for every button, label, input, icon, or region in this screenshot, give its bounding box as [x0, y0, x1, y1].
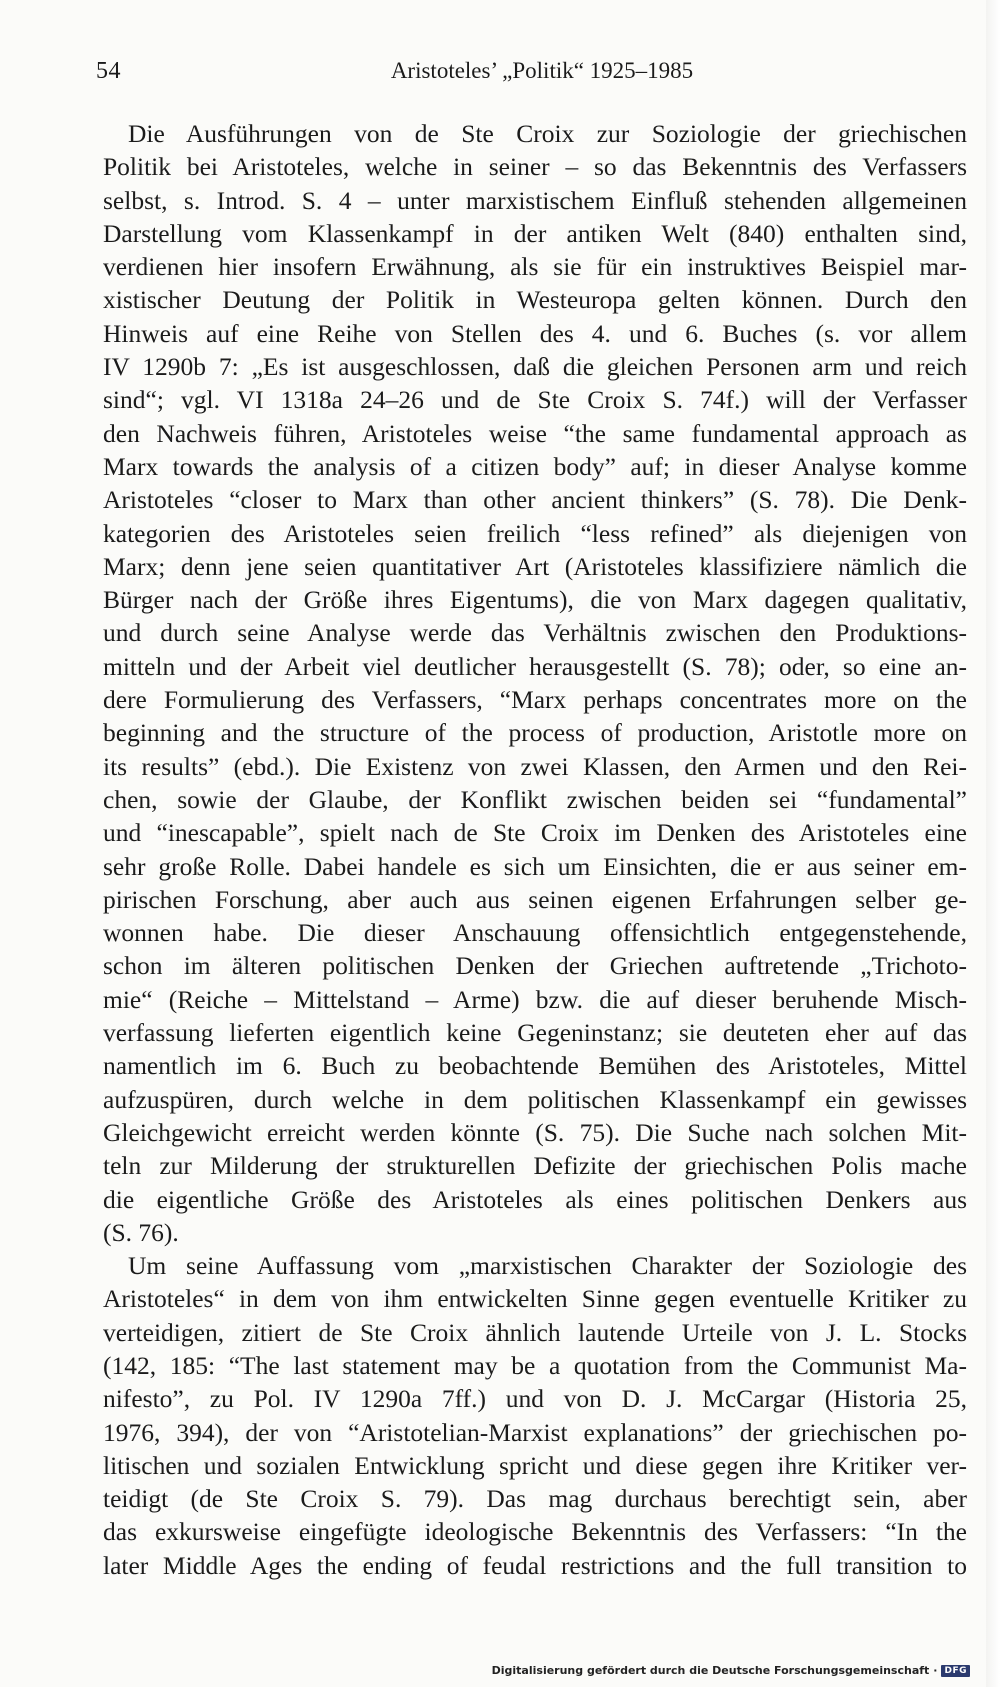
digitization-footer: Digitalisierung gefördert durch die Deutsche Forschungsgemeinschaft · DFG [492, 1664, 970, 1677]
text-line: den Nachweis führen, Aristoteles weise “the same fundamental approach as [103, 418, 967, 448]
text-line: und durch seine Analyse werde das Verhältnis zwischen den Produktions- [103, 618, 967, 648]
text-line: chen, sowie der Glaube, der Konflikt zwischen beiden sei “fundamental” [103, 784, 967, 814]
text-line: nifesto”, zu Pol. IV 1290a 7ff.) und von D. J. McCargar (Historia 25, [103, 1384, 967, 1414]
dfg-logo-icon: DFG [941, 1665, 970, 1677]
text-line: die eigentliche Größe des Aristoteles als eines politischen Denkers aus [103, 1184, 967, 1214]
text-line: teidigt (de Ste Croix S. 79). Das mag durchaus berechtigt sein, aber [103, 1484, 967, 1514]
text-line: Bürger nach der Größe ihres Eigentums), die von Marx dagegen qualitativ, [103, 585, 967, 615]
body-text [103, 117, 967, 1582]
text-line: litischen und sozialen Entwicklung spricht und diese gegen ihre Kritiker ver- [103, 1450, 967, 1480]
page-header [96, 58, 966, 88]
text-line: Gleichgewicht erreicht werden könnte (S. 75). Die Suche nach solchen Mit- [103, 1117, 967, 1147]
page-number: 54 [96, 58, 121, 84]
text-line: verdienen hier insofern Erwähnung, als sie für ein instruktives Beispiel mar- [103, 252, 967, 282]
text-line: later Middle Ages the ending of feudal restrictions and the full transition to [103, 1550, 967, 1580]
text-line: (S. 76). [103, 1217, 179, 1247]
text-line: Darstellung vom Klassenkampf in der antiken Welt (840) enthalten sind, [103, 218, 967, 248]
text-line: und “inescapable”, spielt nach de Ste Croix im Denken des Aristoteles eine [103, 818, 967, 848]
running-title: Aristoteles’ „Politik“ 1925–1985 [390, 58, 694, 83]
text-line: dere Formulierung des Verfassers, “Marx perhaps concentrates more on the [103, 685, 967, 715]
text-line: xistischer Deutung der Politik in Westeuropa gelten können. Durch den [103, 285, 967, 315]
text-line: mie“ (Reiche – Mittelstand – Arme) bzw. die auf dieser beruhende Misch- [103, 984, 967, 1014]
text-line: selbst, s. Introd. S. 4 – unter marxistischem Einfluß stehenden allgemeinen [103, 185, 967, 215]
text-line: Aristoteles “closer to Marx than other ancient thinkers” (S. 78). Die Denk- [103, 485, 967, 515]
text-line: sind“; vgl. VI 1318a 24–26 und de Ste Croix S. 74f.) will der Verfasser [103, 385, 967, 415]
text-line: kategorien des Aristoteles seien freilich “less refined” als diejenigen von [103, 518, 967, 548]
text-line: Politik bei Aristoteles, welche in seiner – so das Bekenntnis des Verfassers [103, 152, 967, 182]
text-line: wonnen habe. Die dieser Anschauung offensichtlich entgegenstehende, [103, 918, 967, 948]
text-line: beginning and the structure of the process of production, Aristotle more on [103, 718, 967, 748]
text-line: schon im älteren politischen Denken der Griechen auftretende „Trichoto- [103, 951, 967, 981]
text-line: its results” (ebd.). Die Existenz von zwei Klassen, den Armen und den Rei- [103, 751, 967, 781]
text-line: das exkursweise eingefügte ideologische Bekenntnis des Verfassers: “In the [103, 1517, 967, 1547]
text-line: verteidigen, zitiert de Ste Croix ähnlich lautende Urteile von J. L. Stocks [103, 1317, 967, 1347]
text-line: pirischen Forschung, aber auch aus seinen eigenen Erfahrungen selber ge- [103, 884, 967, 914]
text-line: (142, 185: “The last statement may be a quotation from the Communist Ma- [103, 1350, 967, 1380]
text-line: teln zur Milderung der strukturellen Defizite der griechischen Polis mache [103, 1151, 967, 1181]
page-edge [986, 0, 1000, 1687]
text-line: Hinweis auf eine Reihe von Stellen des 4. und 6. Buches (s. vor allem [103, 318, 967, 348]
text-line: Um seine Auffassung vom „marxistischen Charakter der Soziologie des [128, 1251, 967, 1281]
text-line: 1976, 394), der von “Aristotelian-Marxist explanations” der griechischen po- [103, 1417, 967, 1447]
text-line: Aristoteles“ in dem von ihm entwickelten Sinne gegen eventuelle Kritiker zu [103, 1284, 967, 1314]
text-line: namentlich im 6. Buch zu beobachtende Bemühen des Aristoteles, Mittel [103, 1051, 967, 1081]
text-line: Die Ausführungen von de Ste Croix zur Soziologie der griechischen [128, 119, 967, 148]
text-line: verfassung lieferten eigentlich keine Gegeninstanz; sie deuteten eher auf das [103, 1018, 967, 1048]
text-line: aufzuspüren, durch welche in dem politischen Klassenkampf ein gewisses [103, 1084, 967, 1114]
text-line: mitteln und der Arbeit viel deutlicher herausgestellt (S. 78); oder, so eine an- [103, 651, 967, 681]
footer-text: Digitalisierung gefördert durch die Deutsche Forschungsgemeinschaft [491, 1664, 930, 1677]
text-line: Marx; denn jene seien quantitativer Art (Aristoteles klassifiziere nämlich die [103, 551, 967, 581]
text-line: IV 1290b 7: „Es ist ausgeschlossen, daß die gleichen Personen arm und reich [103, 352, 967, 382]
text-line: Marx towards the analysis of a citizen body” auf; in dieser Analyse komme [103, 451, 967, 481]
text-line: sehr große Rolle. Dabei handele es sich um Einsichten, die er aus seiner em- [103, 851, 967, 881]
